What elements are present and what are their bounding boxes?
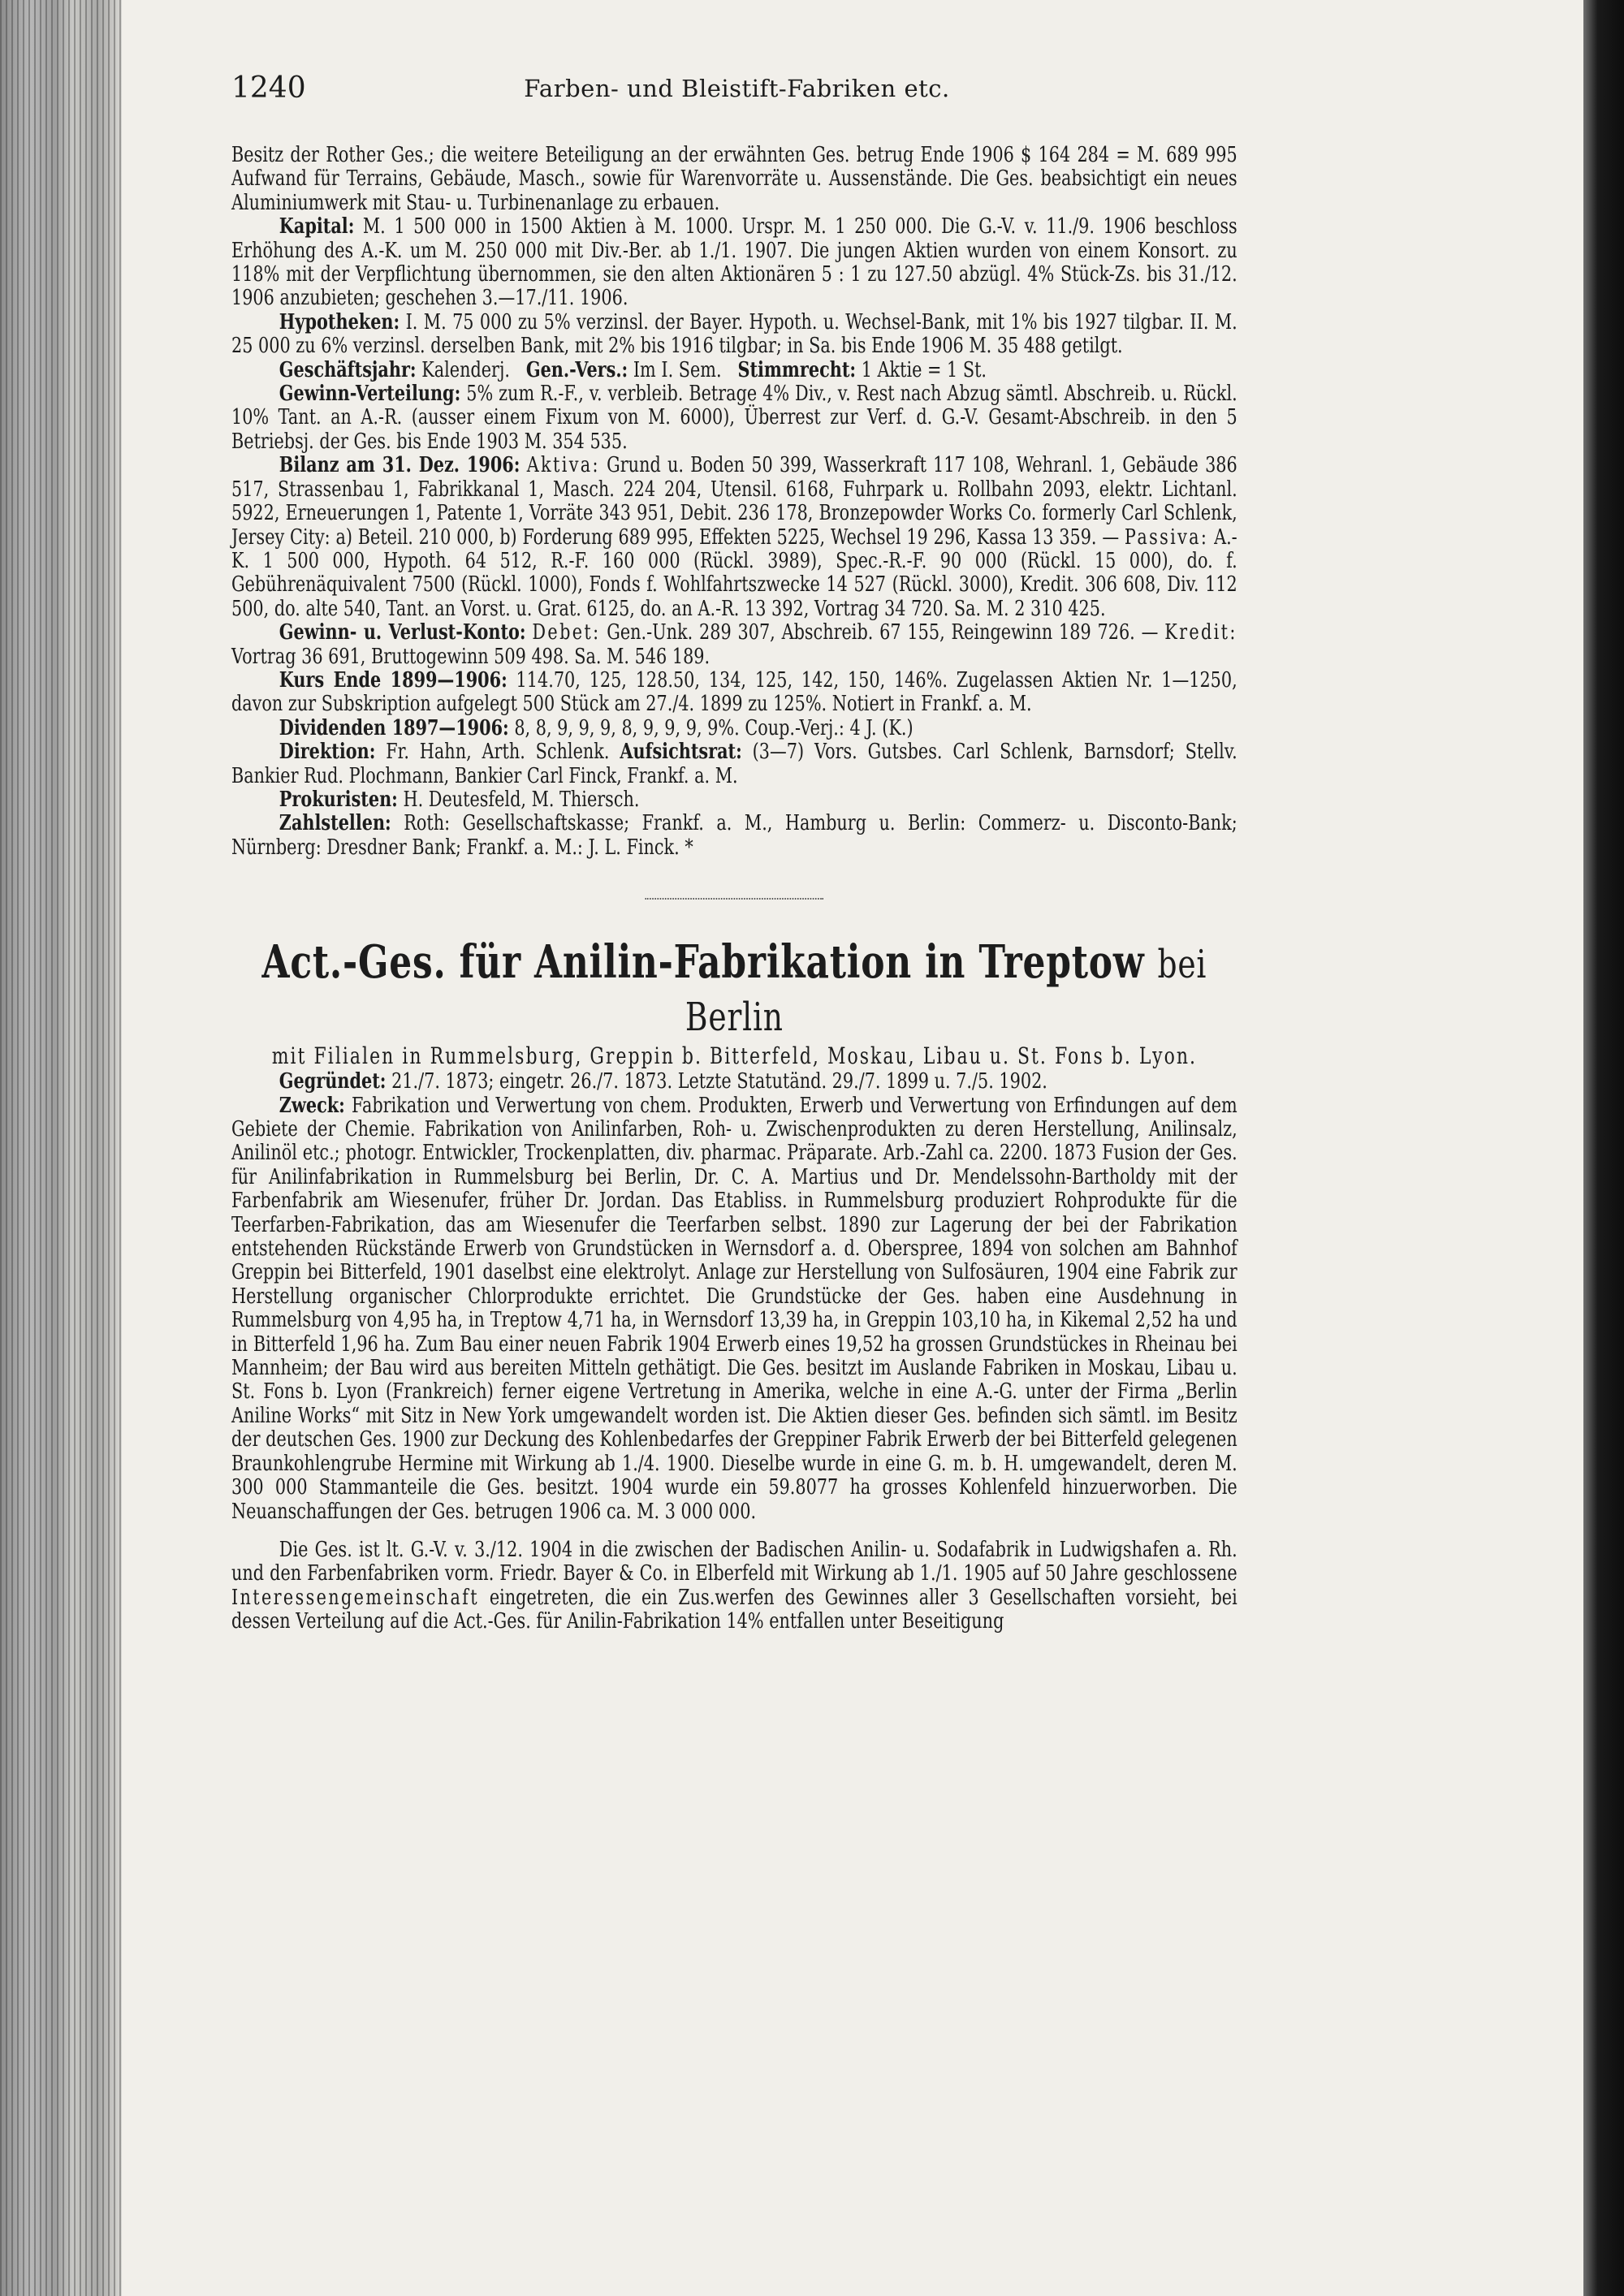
passiva-label: Passiva: (1124, 524, 1209, 550)
company-title-main: Act.-Ges. für Anilin-Fabrikation in Treptow (261, 935, 1145, 990)
page-content (231, 143, 1237, 1634)
geschaeftsjahr-label: Geschäftsjahr: (279, 356, 417, 382)
prokuristen-entry (231, 788, 1237, 811)
prokuristen-label: Prokuristen: (279, 786, 398, 812)
debet-text: Gen.-Unk. 289 307, Abschreib. 67 155, Reingewinn 189 726. — (607, 619, 1159, 645)
bilanz-entry (231, 453, 1237, 620)
scan-edge-left (0, 0, 122, 2296)
page-number: 1240 (231, 71, 306, 105)
kapital-text: M. 1 500 000 in 1500 Aktien à M. 1000. Urspr. M. 1 250 000. Die G.-V. v. 11./9. 1906 beschloss Erhöhung des A.-K. um M. 250 000 mit Div.-Ber. ab 1./1. 1907. Die jungen Aktien wurden von einem Konsort. zu 118% mit der Verpflichtung übernommen, sie den alten Aktionären 5 : 1 zu 127.50 abzügl. 4% Stück-Zs. bis 31./12. 1906 anzubieten; geschehen 3.—17./11. 1906. (231, 214, 1237, 311)
genvers-text: Im I. Sem. (633, 356, 722, 382)
zweck-text: Fabrikation und Verwertung von chem. Produkten, Erwerb und Verwertung von Erfindungen auf dem Gebiete der Chemie. Fabrikation von Anilinfarben, Roh- u. Zwischenprodukten zu deren Herstellung, Anilinsalz, Anilinöl etc.; photogr. Entwickler, Trockenplatten, div. pharmac. Präparate. Arb.-Zahl ca. 2200. 1873 Fusion der Ges. für Anilinfabrikation in Rummelsburg bei Berlin, Dr. C. A. Martius und Dr. Mendelssohn-Bartholdy mit der Farbenfabrik am Wiesenufer, früher Dr. Jordan. Das Etabliss. in Rummelsburg produziert Rohprodukte für die Teerfarben-Fabrikation, das am Wiesenufer die Teerfarben selbst. 1890 zur Lagerung der bei der Fabrikation entstehenden Rückstände Erwerb von Grundstücken in Wernsdorf a. d. Oberspree, 1894 von solchen am Bahnhof Greppin bei Bitterfeld, 1901 daselbst eine elektrolyt. Anlage zur Herstellung von Sulfosäuren, 1904 eine Fabrik zur Herstellung organischer Chlorprodukte errichtet. Die Grundstücke der Ges. haben eine Ausdehnung in Rummelsburg von 4,95 ha, in Treptow 4,71 ha, in Wernsdorf 13,39 ha, in Greppin 103,10 ha, in Kikemal 2,52 ha und in Bitterfeld 1,96 ha. Zum Bau einer neuen Fabrik 1904 Erwerb eines 19,52 ha grossen Grundstückes in Rheinau bei Mannheim; der Bau wird aus bereiten Mitteln gethätigt. Die Ges. besitzt im Auslande Fabriken in Moskau, Libau u. St. Fons b. Lyon (Frankreich) ferner eigene Vertretung in Amerika, welche in eine A.-G. unter der Firma „Berlin Aniline Works“ mit Sitz in New York umgewandelt worden ist. Die Aktien dieser Ges. befinden sich sämtl. im Besitz der deutschen Ges. 1900 zur Deckung des Kohlenbedarfes der Greppiner Fabrik Erwerb der bei Bitterfeld gelegenen Braunkohlengrube Hermine mit Wirkung ab 1./4. 1900. Dieselbe wurde in eine G. m. b. H. umgewandelt, deren M. 300 000 Stammanteile die Ges. besitzt. 1904 wurde ein 59.8077 ha grosses Kohlenfeld hinzuerworben. Die Neuanschaffungen der Ges. betrugen 1906 ca. M. 3 000 000. (231, 1092, 1237, 1524)
zweck-entry (231, 1094, 1237, 1523)
aktiva-text: Grund u. Boden 50 399, Wasserkraft 117 108, Wehranl. 1, Gebäude 386 517, Strassenbau 1, Fabrikkanal 1, Masch. 224 204, Utensil. 6168, Fuhrpark u. Rollbahn 2093, elektr. Lichtanl. 5922, Erneuerungen 1, Patente 1, Vorräte 343 951, Debit. 236 178, Bronzepowder Works Co. formerly Carl Schlenk, Jersey City: a) Beteil. 210 000, b) Forderung 689 995, Effekten 5225, Wechsel 19 296, Kassa 13 359. — (231, 452, 1237, 550)
zahlstellen-label: Zahlstellen: (279, 810, 391, 836)
zweck-label: Zweck: (279, 1092, 345, 1118)
page-header (231, 71, 1242, 112)
kurs-label: Kurs Ende 1899—1906: (279, 667, 508, 693)
debet-label: Debet: (532, 619, 601, 645)
hypotheken-label: Hypotheken: (279, 309, 400, 334)
kapital-label: Kapital: (279, 214, 355, 240)
zahlstellen-text: Roth: Gesellschaftskasse; Frankf. a. M., Hamburg u. Berlin: Commerz- u. Disconto-Bank; Nürnberg: Dresdner Bank; Frankf. a. M.: J. L. Finck. * (231, 810, 1237, 860)
kapital-entry (231, 214, 1237, 310)
book-page (122, 0, 1583, 2296)
kredit-text: Vortrag 36 691, Bruttogewinn 509 498. Sa. M. 546 189. (231, 643, 710, 669)
aufsichtsrat-text: (3—7) Vors. Gutsbes. Carl Schlenk, Barnsdorf; Stellv. Bankier Rud. Plochmann, Bankier Carl Finck, Frankf. a. M. (231, 739, 1237, 788)
prokuristen-text: H. Deutesfeld, M. Thiersch. (403, 786, 640, 812)
interessengemeinschaft-paragraph (231, 1538, 1237, 1634)
stimmrecht-text: 1 Aktie = 1 St. (861, 356, 987, 382)
scan-edge-right (1583, 0, 1624, 2296)
dividenden-text: 8, 8, 9, 9, 9, 8, 9, 9, 9, 9%. Coup.-Verj.: 4 J. (K.) (514, 714, 914, 740)
gegruendet-label: Gegründet: (279, 1068, 387, 1094)
gewinnverteilung-text: 5% zum R.-F., v. verbleib. Betrage 4% Div., v. Rest nach Abzug sämtl. Abschreib. u. Rückl. 10% Tant. an A.-R. (ausser einem Fixum von M. 6000), Überrest zur Verf. d. G.-V. Gesamt-Abschreib. in den 5 Betriebsj. der Ges. bis Ende 1903 M. 354 535. (231, 381, 1237, 454)
intro-paragraph: Besitz der Rother Ges.; die weitere Beteiligung an der erwähnten Ges. betrug Ende 1906 $ 164 284 = M. 689 995 Aufwand für Terrains, Gebäude, Masch., sowie für Warenvorräte u. Aussenstände. Die Ges. beabsichtigt ein neues Aluminiumwerk mit Stau- u. Turbinenanlage zu erbauen. (231, 142, 1237, 215)
kurs-text: 114.70, 125, 128.50, 134, 125, 142, 150, 146%. Zugelassen Aktien Nr. 1—1250, davon zur Subskription aufgelegt 500 Stück am 27./4. 1899 zu 125%. Notiert in Frankf. a. M. (231, 667, 1237, 717)
para2-spaced-term: Interessengemeinschaft (231, 1584, 479, 1610)
gewinnverteilung-label: Gewinn-Verteilung: (279, 381, 461, 407)
company-title (231, 937, 1237, 1042)
aufsichtsrat-label: Aufsichtsrat: (620, 739, 742, 765)
zahlstellen-entry (231, 811, 1237, 859)
para2-text-b: eingetreten, die ein Zus.werfen des Gewinnes aller 3 Gesellschaften vorsieht, bei dessen Verteilung auf die Act.-Ges. für Anilin-Fabrikation 14% entfallen unter Beseitigung (231, 1584, 1237, 1634)
company-branches: mit Filialen in Rummelsburg, Greppin b. Bitterfeld, Moskau, Libau u. St. Fons b. Lyon. (271, 1042, 1198, 1070)
guv-entry (231, 620, 1237, 668)
gewinnverteilung-entry (231, 382, 1237, 453)
gegruendet-entry (231, 1069, 1237, 1093)
geschaeftsjahr-text: Kalenderj. (421, 356, 511, 382)
geschaeftsjahr-entry (231, 358, 1237, 382)
hypotheken-entry (231, 310, 1237, 358)
dividenden-label: Dividenden 1897—1906: (279, 714, 509, 740)
section-divider (646, 898, 824, 900)
company-title-location: bei Berlin (685, 942, 1207, 1041)
gegruendet-text: 21./7. 1873; eingetr. 26./7. 1873. Letzte Statutänd. 29./7. 1899 u. 7./5. 1902. (391, 1068, 1047, 1094)
genvers-label: Gen.-Vers.: (525, 356, 628, 382)
kredit-label: Kredit: (1164, 619, 1237, 645)
dividenden-entry (231, 716, 1237, 740)
direktion-entry (231, 740, 1237, 788)
direktion-label: Direktion: (279, 739, 376, 765)
bilanz-label: Bilanz am 31. Dez. 1906: (279, 452, 520, 478)
passiva-text: A.-K. 1 500 000, Hypoth. 64 512, R.-F. 160 000 (Rückl. 3989), Spec.-R.-F. 90 000 (Rückl. 15 000), do. f. Gebührenäquivalent 7500 (Rückl. 1000), Fonds f. Wohlfahrtszwecke 14 527 (Rückl. 3000), Kredit. 306 608, Div. 112 500, do. alte 540, Tant. an Vorst. u. Grat. 6125, do. an A.-R. 13 392, Vortrag 34 720. Sa. M. 2 310 425. (231, 524, 1237, 621)
running-title: Farben- und Bleistift-Fabriken etc. (524, 75, 950, 102)
aktiva-label: Aktiva: (526, 452, 600, 478)
kurs-entry (231, 668, 1237, 716)
paragraph-gap (231, 1523, 1237, 1538)
hypotheken-text: I. M. 75 000 zu 5% verzinsl. der Bayer. Hypoth. u. Wechsel-Bank, mit 1% bis 1927 tilgbar. II. M. 25 000 zu 6% verzinsl. derselben Bank, mit 2% bis 1916 tilgbar; in Sa. bis Ende 1906 M. 35 488 getilgt. (231, 309, 1237, 359)
stimmrecht-label: Stimmrecht: (737, 356, 857, 382)
para2-text-a: Die Ges. ist lt. G.-V. v. 3./12. 1904 in die zwischen der Badischen Anilin- u. Sodafabrik in Ludwigshafen a. Rh. und den Farbenfabriken vorm. Friedr. Bayer & Co. in Elberfeld mit Wirkung ab 1./1. 1905 auf 50 Jahre geschlossene (231, 1536, 1237, 1586)
direktion-text: Fr. Hahn, Arth. Schlenk. (386, 739, 610, 765)
guv-label: Gewinn- u. Verlust-Konto: (279, 619, 526, 645)
